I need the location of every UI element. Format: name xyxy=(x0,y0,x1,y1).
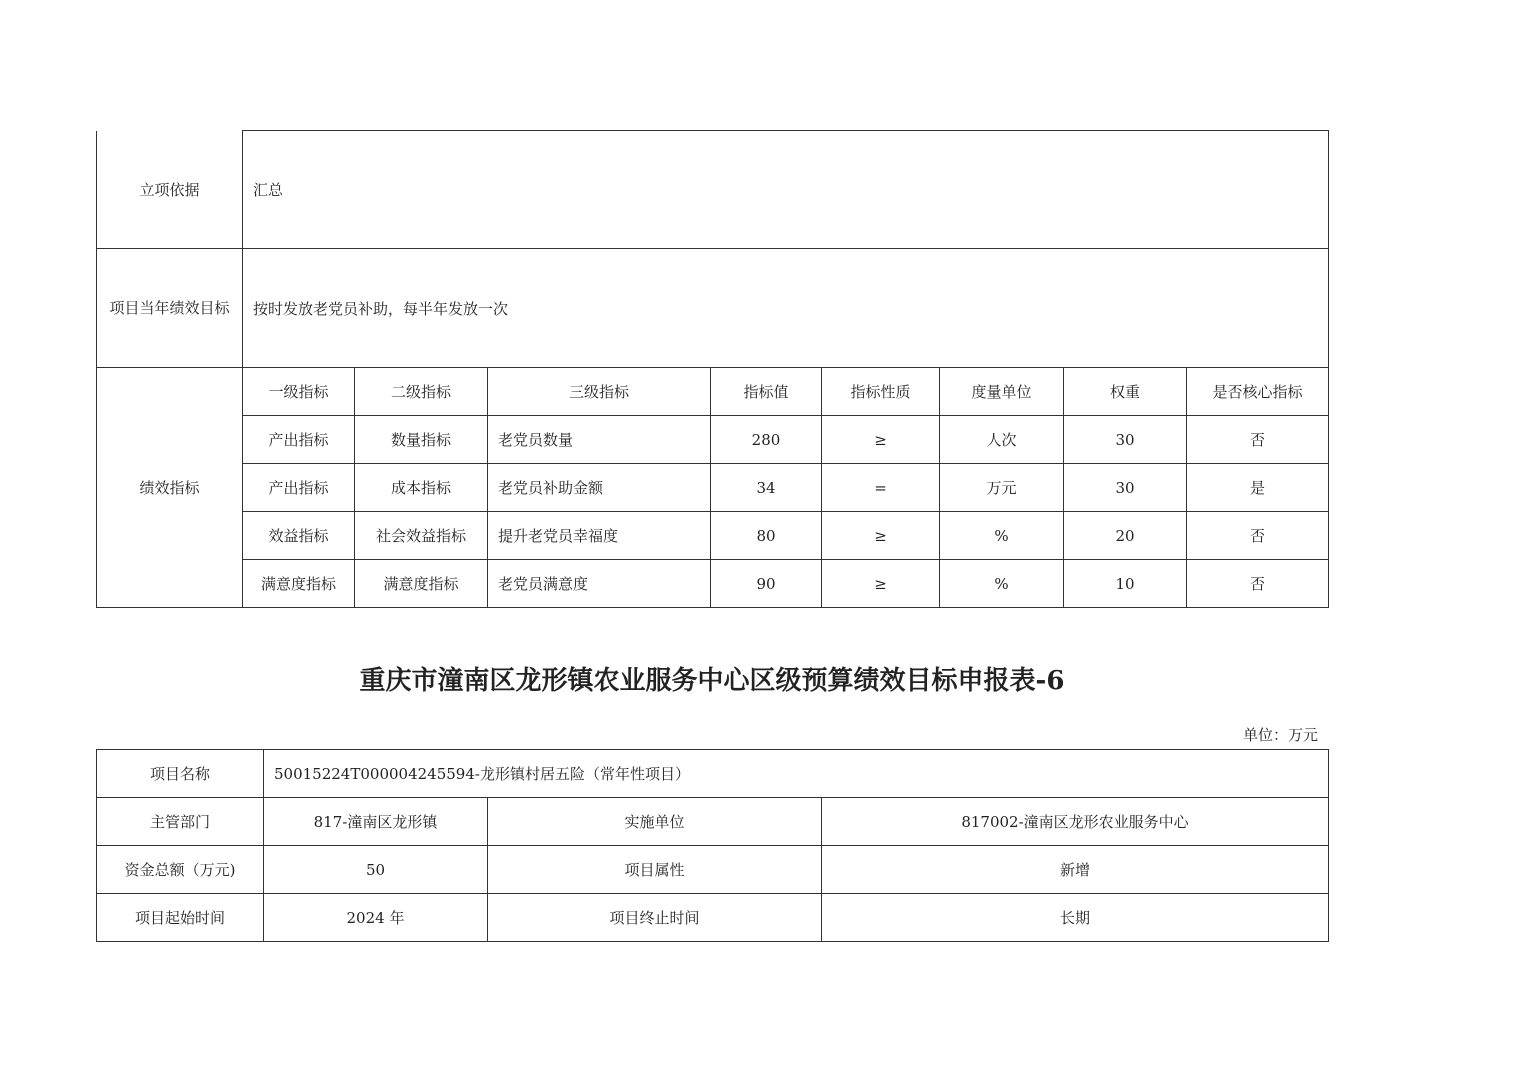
project-name-value: 50015224T000004245594-龙形镇村居五险（常年性项目） xyxy=(264,750,1329,798)
weight-cell: 30 xyxy=(1064,416,1187,464)
header-unit: 度量单位 xyxy=(940,368,1064,416)
end-value: 长期 xyxy=(822,894,1329,942)
table-row xyxy=(97,846,1329,894)
level2-cell: 满意度指标 xyxy=(355,560,488,608)
nature-cell: ≥ xyxy=(822,416,940,464)
table-row xyxy=(97,750,1329,798)
core-cell: 否 xyxy=(1187,512,1329,560)
table-row xyxy=(97,798,1329,846)
funds-value: 50 xyxy=(264,846,488,894)
weight-cell: 20 xyxy=(1064,512,1187,560)
unit-cell: % xyxy=(940,560,1064,608)
header-core: 是否核心指标 xyxy=(1187,368,1329,416)
level2-cell: 社会效益指标 xyxy=(355,512,488,560)
level1-cell: 产出指标 xyxy=(243,416,355,464)
value-cell: 90 xyxy=(711,560,822,608)
goal-value: 按时发放老党员补助，每半年发放一次 xyxy=(243,249,1329,368)
core-cell: 否 xyxy=(1187,416,1329,464)
value-cell: 280 xyxy=(711,416,822,464)
impl-value: 817002-潼南区龙形农业服务中心 xyxy=(822,798,1329,846)
header-level3: 三级指标 xyxy=(488,368,711,416)
core-cell: 是 xyxy=(1187,464,1329,512)
value-cell: 34 xyxy=(711,464,822,512)
table-row xyxy=(97,894,1329,942)
weight-cell: 30 xyxy=(1064,464,1187,512)
basis-value: 汇总 xyxy=(243,131,1329,249)
header-level2: 二级指标 xyxy=(355,368,488,416)
unit-cell: 人次 xyxy=(940,416,1064,464)
project-info-table xyxy=(96,749,1329,942)
table-row xyxy=(97,512,1329,560)
dept-value: 817-潼南区龙形镇 xyxy=(264,798,488,846)
impl-label: 实施单位 xyxy=(488,798,822,846)
unit-cell: % xyxy=(940,512,1064,560)
header-nature: 指标性质 xyxy=(822,368,940,416)
level3-cell: 提升老党员幸福度 xyxy=(488,512,711,560)
dept-label: 主管部门 xyxy=(97,798,264,846)
level1-cell: 满意度指标 xyxy=(243,560,355,608)
start-label: 项目起始时间 xyxy=(97,894,264,942)
basis-label: 立项依据 xyxy=(97,131,243,249)
level2-cell: 数量指标 xyxy=(355,416,488,464)
core-cell: 否 xyxy=(1187,560,1329,608)
indicators-label: 绩效指标 xyxy=(97,368,243,608)
performance-table xyxy=(96,130,1329,608)
goal-label: 项目当年绩效目标 xyxy=(97,249,243,368)
end-label: 项目终止时间 xyxy=(488,894,822,942)
nature-cell: = xyxy=(822,464,940,512)
attr-value: 新增 xyxy=(822,846,1329,894)
unit-label: 单位：万元 xyxy=(1242,726,1318,744)
nature-cell: ≥ xyxy=(822,512,940,560)
funds-label: 资金总额（万元) xyxy=(97,846,264,894)
header-weight: 权重 xyxy=(1064,368,1187,416)
nature-cell: ≥ xyxy=(822,560,940,608)
value-cell: 80 xyxy=(711,512,822,560)
level1-cell: 效益指标 xyxy=(243,512,355,560)
weight-cell: 10 xyxy=(1064,560,1187,608)
report-title: 重庆市潼南区龙形镇农业服务中心区级预算绩效目标申报表-6 xyxy=(359,666,1065,696)
level3-cell: 老党员数量 xyxy=(488,416,711,464)
level3-cell: 老党员满意度 xyxy=(488,560,711,608)
indicator-header-row xyxy=(97,368,1329,416)
unit-cell: 万元 xyxy=(940,464,1064,512)
attr-label: 项目属性 xyxy=(488,846,822,894)
table-row xyxy=(97,416,1329,464)
table-row xyxy=(97,560,1329,608)
level2-cell: 成本指标 xyxy=(355,464,488,512)
project-name-label: 项目名称 xyxy=(97,750,264,798)
table-row xyxy=(97,464,1329,512)
level3-cell: 老党员补助金额 xyxy=(488,464,711,512)
header-level1: 一级指标 xyxy=(243,368,355,416)
start-value: 2024 年 xyxy=(264,894,488,942)
header-value: 指标值 xyxy=(711,368,822,416)
level1-cell: 产出指标 xyxy=(243,464,355,512)
